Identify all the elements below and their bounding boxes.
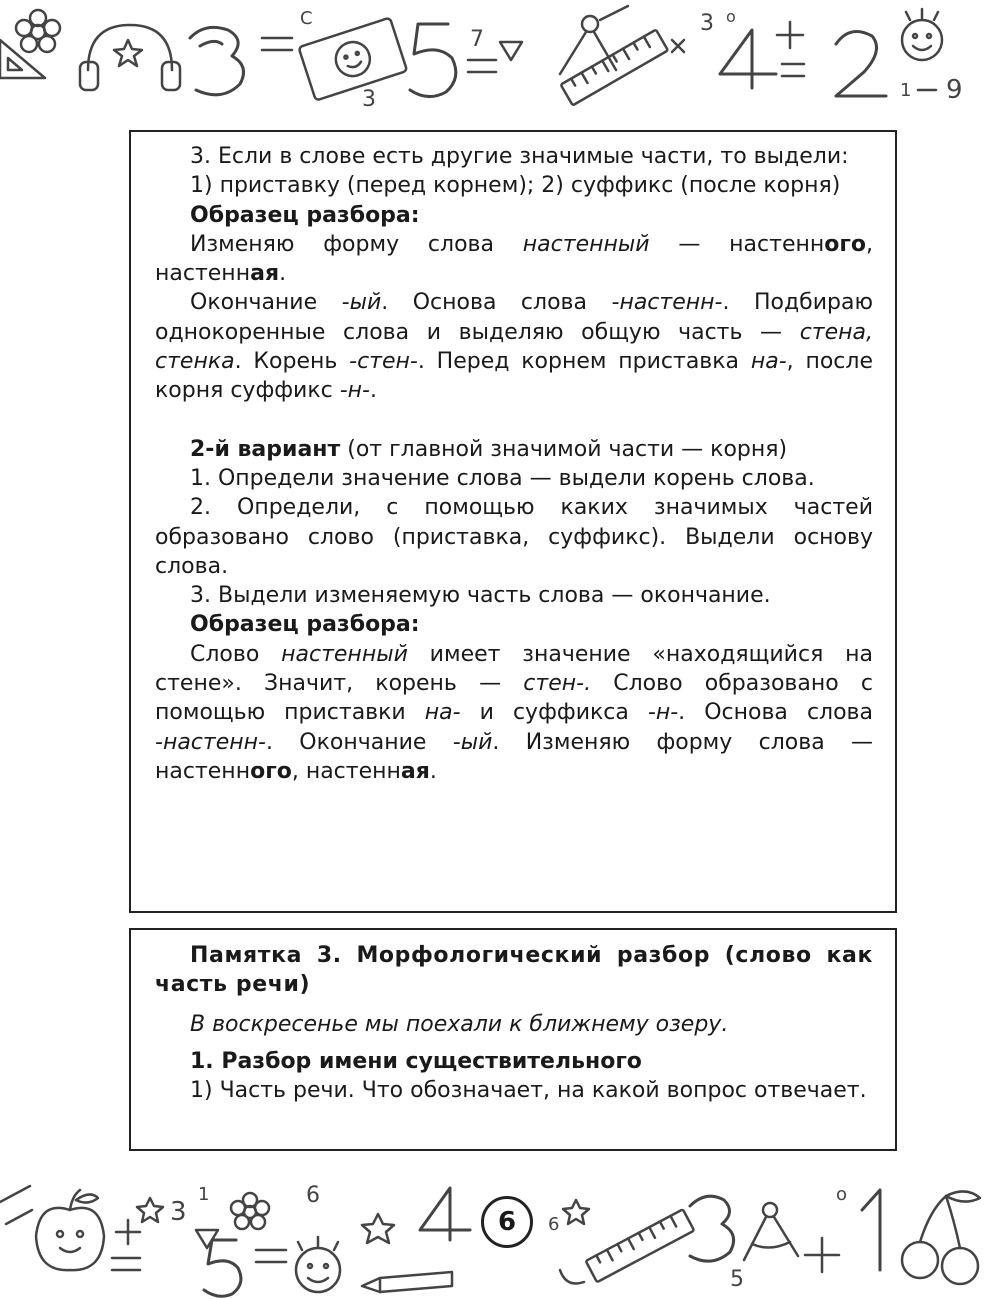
- example-heading-2: Образец разбора:: [190, 612, 420, 638]
- star-icon: [114, 40, 142, 66]
- example-sentence: В воскресенье мы поехали к ближнему озеру.: [190, 1011, 729, 1037]
- spacer: [155, 406, 873, 435]
- noun-analysis-heading: 1. Разбор имени существительного: [190, 1048, 642, 1074]
- page-number: 6: [481, 1196, 533, 1248]
- step-3-text: 3. Если в слове есть другие значимые части, то выдели:: [190, 144, 849, 169]
- squiggle: [560, 1270, 584, 1284]
- svg-text:3: 3: [170, 1197, 187, 1227]
- apple-icon: [36, 1190, 104, 1270]
- variant-2-step-1: 1. Определи значение слова — выдели корень слова.: [190, 465, 815, 491]
- banknote-icon: [299, 18, 408, 101]
- svg-text:C: C: [300, 8, 313, 29]
- svg-text:3: 3: [362, 87, 376, 112]
- variant-2-step-3: 3. Выдели изменяемую часть слова — окончание.: [190, 583, 771, 609]
- digit-4-outline: [720, 30, 776, 88]
- svg-text:3: 3: [700, 11, 714, 36]
- memo-3-box: [129, 928, 897, 1151]
- smiley-face-icon: [902, 9, 942, 60]
- pencil-icon: [362, 1272, 452, 1292]
- example-heading: Образец разбора:: [190, 202, 420, 228]
- plus-icon: [116, 1220, 140, 1244]
- compass-icon: [560, 6, 628, 74]
- triangle-icon: [500, 42, 522, 60]
- digit-2-outline: [836, 32, 886, 97]
- star-icon: [137, 1198, 163, 1222]
- digit-5-outline: [410, 24, 456, 97]
- example-paragraph-3: Слово настенный имеет значение «находящийся на стене». Значит, корень — стен-. Слово образовано с помощью приставки на- и суффикса -н-. Основа слова -настенн-. Окончание -ый. Изменяю форму слова — настенного, настенная.: [155, 641, 874, 784]
- variant-2-heading: 2-й вариант (от главной значимой части — корня): [190, 436, 788, 462]
- svg-text:6: 6: [548, 1214, 560, 1235]
- svg-text:9: 9: [946, 75, 963, 105]
- plus-icon: [777, 22, 803, 48]
- svg-text:5: 5: [730, 1267, 744, 1292]
- svg-text:o: o: [726, 7, 736, 26]
- example-paragraph-1: Изменяю форму слова настенный — настенного, настенная.: [155, 231, 873, 287]
- equals-sign: [256, 1250, 286, 1262]
- digit-5-outline: [204, 1240, 241, 1296]
- equals-sign: [468, 60, 496, 72]
- digit-1-outline: [862, 1190, 880, 1270]
- digit-4-outline: [420, 1188, 470, 1240]
- svg-text:6: 6: [306, 1183, 320, 1208]
- smiley-face-icon: [296, 1237, 340, 1292]
- method-box-word-structure: [129, 130, 897, 913]
- svg-text:o: o: [836, 1184, 848, 1205]
- header-decoration: [0, 0, 986, 118]
- multiply-sign: [672, 40, 684, 52]
- equals-sign: [262, 38, 292, 50]
- svg-text:1: 1: [198, 1184, 210, 1205]
- step-3-items-text: 1) приставку (перед корнем); 2) суффикс (после корня): [190, 173, 841, 199]
- cherry-icon: [902, 1191, 980, 1284]
- compass-icon: [744, 1203, 798, 1260]
- flower-icon: [231, 1193, 269, 1229]
- svg-text:1: 1: [900, 80, 912, 101]
- headphones-icon: [80, 25, 180, 90]
- example-paragraph-2: Окончание -ый. Основа слова -настенн-. Подбираю однокоренные слова и выделяю общую часть — стена, стенка. Корень -стен-. Перед корнем приставка на-, после корня суффикс -н-.: [155, 290, 873, 404]
- star-icon: [362, 1214, 394, 1243]
- equals-sign: [112, 1258, 140, 1270]
- svg-text:7: 7: [470, 27, 484, 52]
- plus-icon: [805, 1238, 839, 1272]
- equals-sign: [0, 1186, 32, 1224]
- variant-2-step-2: 2. Определи, с помощью каких значимых частей образовано слово (приставка, суффикс). Выдели основу слова.: [155, 495, 873, 579]
- memo-3-heading: Памятка 3. Морфологический разбор (слово как часть речи): [155, 943, 873, 998]
- star-icon: [563, 1200, 589, 1224]
- equals-sign: [782, 64, 804, 76]
- digit-3-outline: [190, 27, 244, 94]
- ruler-icon: [586, 1209, 694, 1282]
- noun-analysis-step-1: 1) Часть речи. Что обозначает, на какой вопрос отвечает.: [190, 1078, 867, 1104]
- flower-icon: [16, 10, 60, 52]
- digit-3-outline: [690, 1196, 734, 1261]
